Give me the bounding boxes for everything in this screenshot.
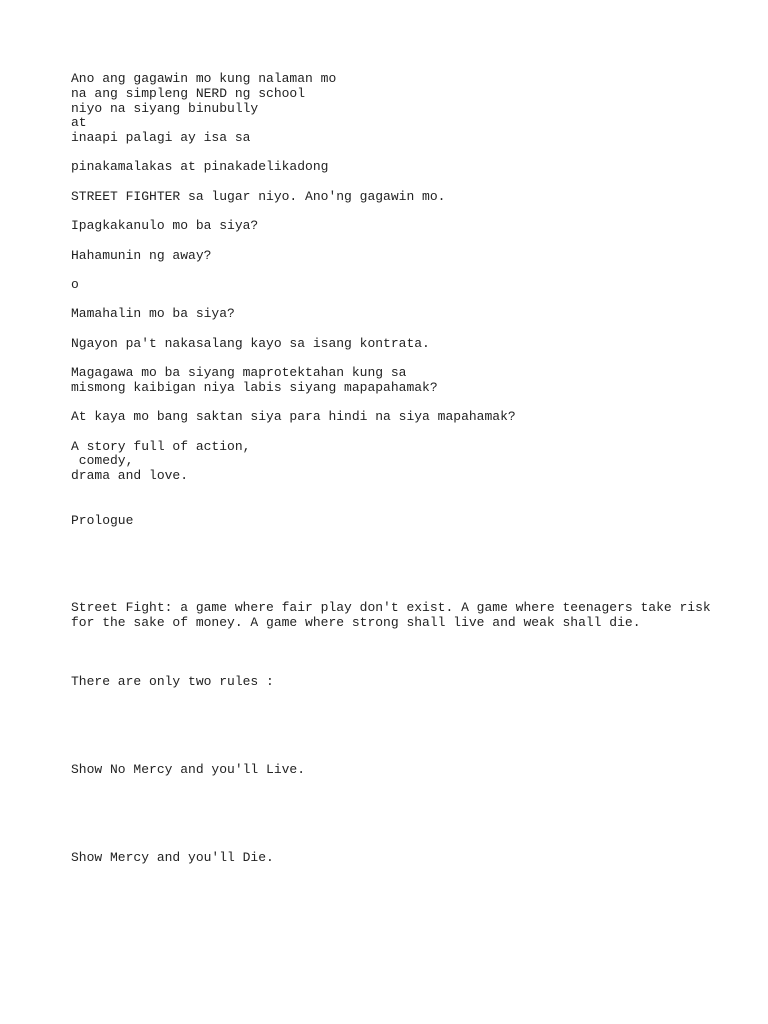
text-line: Show No Mercy and you'll Live. xyxy=(71,762,306,777)
section-heading: Prologue xyxy=(71,513,134,528)
text-line: Show Mercy and you'll Die. xyxy=(71,850,274,865)
text-line: Magagawa mo ba siyang maprotektahan kung sa xyxy=(71,365,407,380)
text-line: STREET FIGHTER sa lugar niyo. Ano'ng gagawin mo. xyxy=(71,189,446,204)
text-line: At kaya mo bang saktan siya para hindi na siya mapahamak? xyxy=(71,409,516,424)
text-line: pinakamalakas at pinakadelikadong xyxy=(71,159,329,174)
text-line: Ipagkakanulo mo ba siya? xyxy=(71,218,259,233)
text-line: for the sake of money. A game where strong shall live and weak shall die. xyxy=(71,615,641,630)
text-line: inaapi palagi ay isa sa xyxy=(71,130,251,145)
text-line: A story full of action, xyxy=(71,439,251,454)
text-line: Mamahalin mo ba siya? xyxy=(71,306,235,321)
text-line: na ang simpleng NERD ng school xyxy=(71,86,306,101)
text-line: at xyxy=(71,115,87,130)
text-line: Hahamunin ng away? xyxy=(71,248,212,263)
text-line: Street Fight: a game where fair play don't exist. A game where teenagers take risk xyxy=(71,600,711,615)
text-line: Ngayon pa't nakasalang kayo sa isang kontrata. xyxy=(71,336,430,351)
text-line: drama and love. xyxy=(71,468,189,483)
text-line: There are only two rules : xyxy=(71,674,274,689)
text-line: mismong kaibigan niya labis siyang mapapahamak? xyxy=(71,380,438,395)
text-line: Ano ang gagawin mo kung nalaman mo xyxy=(71,71,337,86)
text-line: niyo na siyang binubully xyxy=(71,101,259,116)
text-line: comedy, xyxy=(71,453,134,468)
text-line: o xyxy=(71,277,79,292)
